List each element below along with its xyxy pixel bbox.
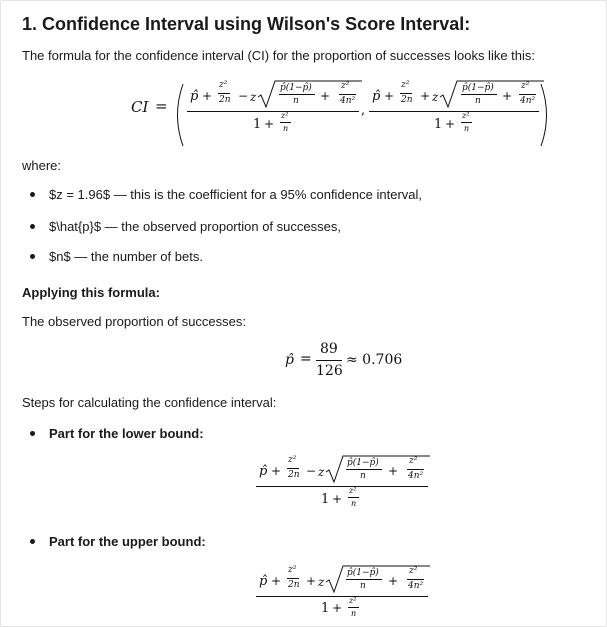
bullet-z: $z = 1.96$ — this is the coefficient for a 95% confidence interval, <box>49 187 423 202</box>
bullet-phat: $\hat{p}$ — the observed proportion of successes, <box>49 219 341 234</box>
observed-label: The observed proportion of successes: <box>22 314 247 329</box>
ci-comma: , <box>361 103 366 118</box>
ci-formula: CI = p̂ + z² 2n − z p̂(1−p̂) n + z² 4n² 1 + z² n , p̂ + z² 2n + z p̂(1−p̂) n + z² 4n² 1 + z² n <box>0 0 607 160</box>
where-label: where: <box>22 158 62 173</box>
lower-bound-formula: p̂ + z² 2n − z p̂(1−p̂) n + z² 4n² 1 + z² n <box>0 0 607 627</box>
observed-value: ≈ 0.706 <box>346 352 403 368</box>
observed-numerator: 89 <box>320 341 338 357</box>
upper-bound-formula: p̂ + z² 2n + z p̂(1−p̂) n + z² 4n² 1 + z² n <box>0 0 607 627</box>
ci-equals: = <box>155 97 168 115</box>
intro-text: The formula for the confidence interval (CI) for the proportion of successes looks like this: <box>22 48 536 63</box>
upper-bound-label: Part for the upper bound: <box>49 534 206 549</box>
phat-term: p̂ <box>190 89 199 104</box>
observed-denominator: 126 <box>316 363 343 379</box>
ci-symbol: CI <box>131 98 149 116</box>
bullet-n: $n$ — the number of bets. <box>49 249 203 264</box>
phat-formula: p̂ = 89 126 ≈ 0.706 <box>285 341 403 379</box>
steps-label: Steps for calculating the confidence interval: <box>22 395 277 410</box>
lower-bound-label: Part for the lower bound: <box>49 426 204 441</box>
applying-label: Applying this formula: <box>22 285 160 300</box>
section-heading: 1. Confidence Interval using Wilson's Score Interval: <box>22 14 471 34</box>
